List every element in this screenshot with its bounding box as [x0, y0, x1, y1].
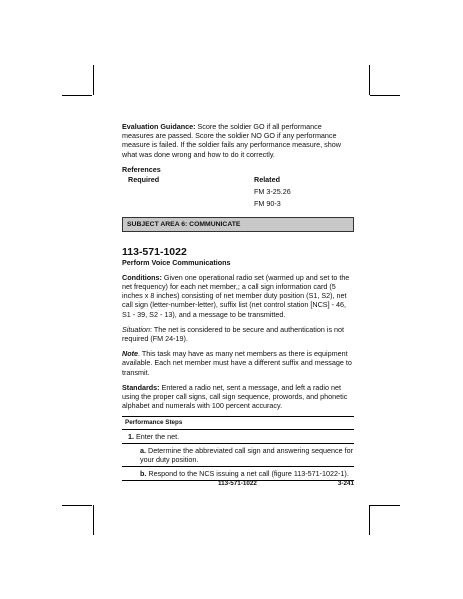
situation-label: Situation [122, 324, 150, 334]
step-text: Enter the net. [136, 431, 180, 441]
page-number: 3-241 [337, 480, 354, 487]
reference-item: FM 3-25.26 [254, 187, 291, 197]
note-label: Note [122, 349, 138, 359]
crop-mark [370, 505, 400, 506]
performance-substep [122, 444, 354, 467]
reference-item: FM 90-3 [254, 199, 281, 209]
substep-text: Determine the abbreviated call sign and answering sequence for your duty position. [140, 445, 353, 465]
crop-mark [369, 505, 370, 535]
references-table [122, 175, 354, 209]
performance-steps-header: Performance Steps [122, 417, 354, 429]
standards [122, 383, 354, 411]
crop-mark [93, 65, 94, 95]
references-title: References [122, 164, 161, 174]
situation-text: : The net is considered to be secure and authentication is not required (FM 24-19). [122, 324, 345, 344]
evaluation-guidance [122, 122, 354, 159]
note-text: . This task may have as many net members as there is equipment available. Each net member must have a different suffix and message to transmit. [122, 349, 352, 377]
step-number: 1. [128, 431, 134, 441]
substep-letter: a. [140, 445, 146, 455]
subject-area-banner: SUBJECT AREA 6: COMMUNICATE [122, 217, 354, 232]
crop-mark [62, 95, 92, 96]
crop-mark [93, 505, 94, 535]
crop-mark [369, 65, 370, 95]
note [122, 349, 354, 377]
substep-letter: b. [140, 469, 147, 479]
conditions-label: Conditions: [122, 272, 162, 282]
evaluation-guidance-label: Evaluation Guidance: [122, 122, 196, 131]
references-required-label: Required [128, 175, 160, 185]
task-title: Perform Voice Communications [122, 257, 231, 267]
standards-text: Entered a radio net, sent a message, and left a radio net using the proper call signs, call sign sequence, prowords, and phonetic alphabet and numerals with 100 percent accuracy. [122, 382, 348, 411]
references-related-label: Related [254, 175, 280, 185]
crop-mark [370, 95, 400, 96]
page-content [122, 122, 354, 481]
evaluation-guidance-text: Score the soldier GO if all performance measures are passed. Score the soldier NO GO if any performance measure is failed. If the soldier fails any performance measure, show what was done wrong and how to do it correctly. [122, 122, 341, 159]
performance-step [122, 430, 354, 444]
performance-steps-table [122, 416, 354, 481]
situation [122, 325, 354, 343]
references-related-column [254, 175, 354, 209]
conditions-text: Given one operational radio set (warmed up and set to the net frequency) for each net member,; a call sign information card (5 inches x 8 inches) consisting of net member duty position (S1, S2), net call sign (letter-number-letter), suffix list (net control station [NCS] - 46, S1 - 39, S2 - 13), and a message to be transmitted. [122, 272, 350, 319]
task-number: 113-571-1022 [122, 245, 187, 258]
standards-label: Standards: [122, 382, 160, 392]
conditions [122, 273, 354, 319]
footer-task-code: 113-571-1022 [218, 480, 257, 487]
substep-text: Respond to the NCS issuing a net call (figure 113-571-1022-1). [148, 469, 349, 479]
crop-mark [62, 505, 92, 506]
